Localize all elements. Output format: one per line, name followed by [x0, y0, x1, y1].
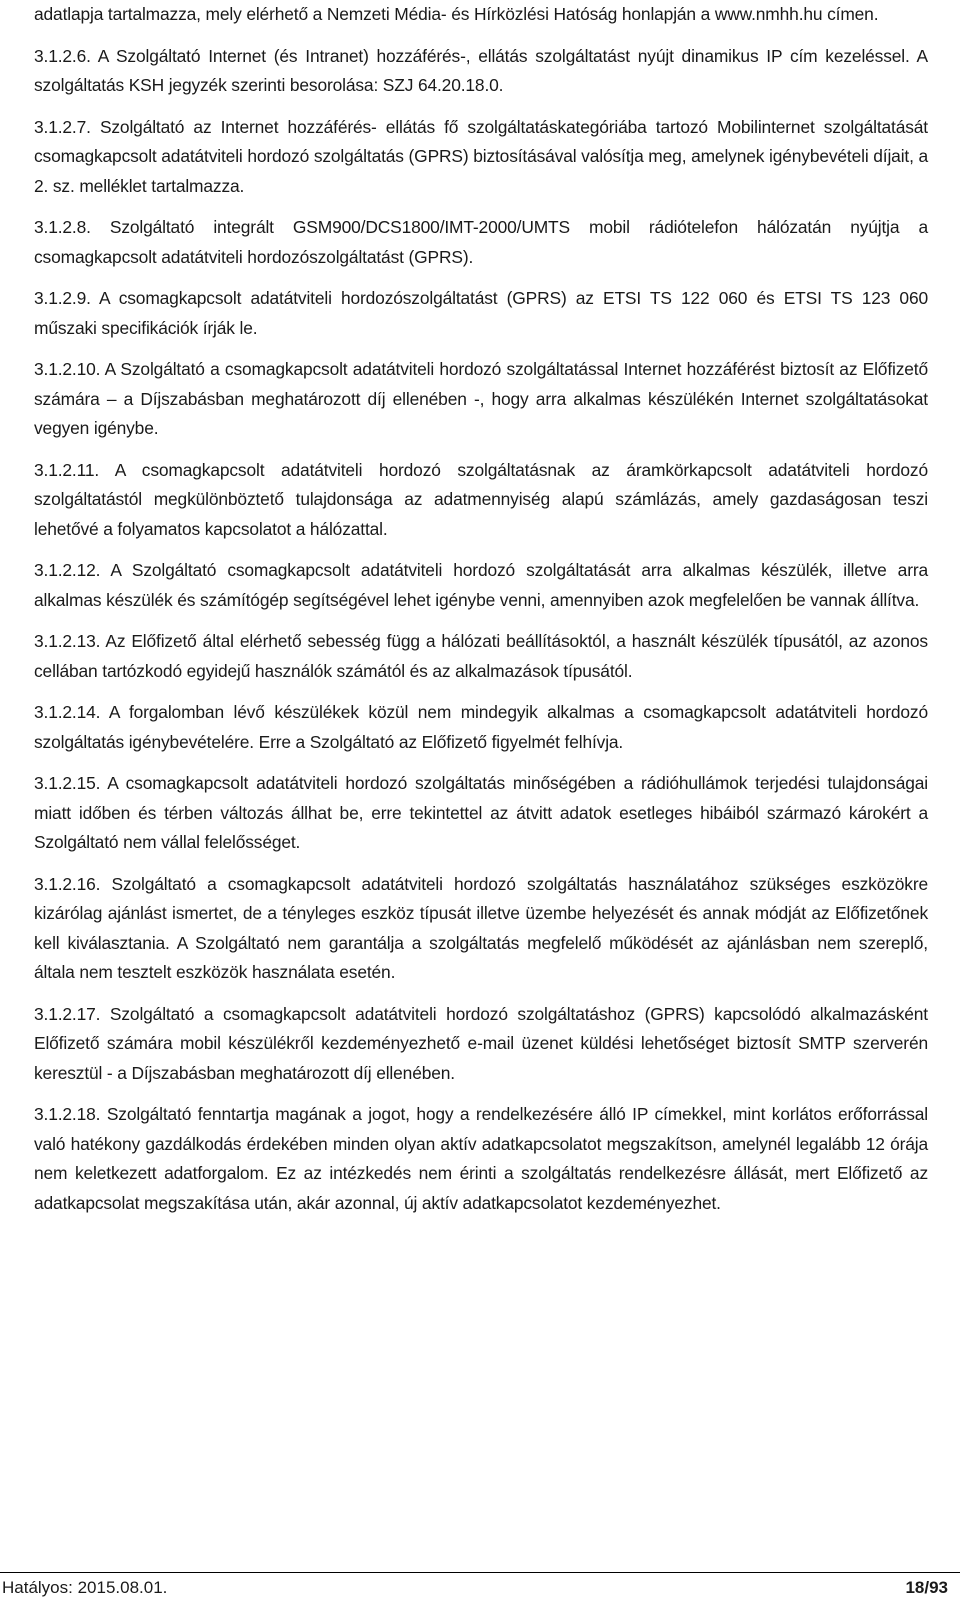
paragraph-3-1-2-16	[34, 870, 928, 988]
paragraph-text: A Szolgáltató csomagkapcsolt adatátviteli hordozó szolgáltatását arra alkalmas készülék, illetve arra alkalmas készülék és számítógép segítségével lehet igénybe venni, amennyiben azok megfelelően be vannak állítva.	[34, 560, 928, 610]
paragraph-text: adatlapja tartalmazza, mely elérhető a Nemzeti Média- és Hírközlési Hatóság honlapján a www.nmhh.hu címen.	[34, 4, 879, 24]
paragraph-3-1-2-14	[34, 698, 928, 757]
paragraph-text: Szolgáltató az Internet hozzáférés- ellátás fő szolgáltatáskategóriába tartozó Mobilinternet szolgáltatását csomagkapcsolt adatátviteli hordozó szolgáltatás (GPRS) biztosításával valósítja meg, amelynek igénybevételi díjait, a 2. sz. melléklet tartalmazza.	[34, 116, 928, 196]
paragraph-number: 3.1.2.15.	[34, 773, 101, 793]
paragraph-3-1-2-10	[34, 355, 928, 444]
paragraph-number: 3.1.2.13.	[34, 631, 101, 651]
paragraph-number: 3.1.2.18.	[34, 1104, 101, 1124]
paragraph-number: 3.1.2.8.	[34, 217, 91, 237]
paragraph-3-1-2-15	[34, 769, 928, 858]
paragraph-3-1-2-7	[34, 113, 928, 202]
paragraph-text: A Szolgáltató a csomagkapcsolt adatátviteli hordozó szolgáltatással Internet hozzáférést biztosít az Előfizető számára – a Díjszabásban meghatározott díj ellenében -, hogy arra alkalmas készülékén Internet szolgáltatásokat vegyen igénybe.	[34, 359, 928, 438]
paragraph-number: 3.1.2.7.	[34, 116, 91, 137]
paragraph-text: Szolgáltató a csomagkapcsolt adatátviteli hordozó szolgáltatáshoz (GPRS) kapcsolódó alkalmazásként Előfizető számára mobil készülékről kezdeményezhető e-mail üzenet küldési lehetőséget biztosít SMTP szerverén keresztül - a Díjszabásban meghatározott díj ellenében.	[34, 1003, 928, 1083]
paragraph-text: A Szolgáltató Internet (és Intranet) hozzáférés-, ellátás szolgáltatást nyújt dinamikus IP cím kezeléssel. A szolgáltatás KSH jegyzék szerinti besorolása: SZJ 64.20.18.0.	[34, 45, 928, 95]
paragraph-3-1-2-9	[34, 284, 928, 343]
footer-divider	[0, 1572, 960, 1573]
paragraph-3-1-2-12	[34, 556, 928, 615]
paragraph-intro	[34, 0, 928, 30]
paragraph-3-1-2-6	[34, 42, 928, 101]
paragraph-text: A forgalomban lévő készülékek közül nem mindegyik alkalmas a csomagkapcsolt adatátviteli hordozó szolgáltatás igénybevételére. Erre a Szolgáltató az Előfizető figyelmét felhívja.	[34, 702, 928, 752]
paragraph-3-1-2-11	[34, 456, 928, 545]
paragraph-number: 3.1.2.16.	[34, 873, 101, 894]
effective-date: Hatályos: 2015.08.01.	[2, 1578, 168, 1597]
paragraph-text: Szolgáltató a csomagkapcsolt adatátviteli hordozó szolgáltatás használatához szükséges eszközökre kizárólag ajánlást ismertet, de a tényleges eszköz típusát illetve üzembe helyezését és annak módját az Előfizetőnek kell kiválasztania. A Szolgáltató nem garantálja a szolgáltatás megfelelő működését az ajánlásban nem szereplő, általa nem tesztelt eszközök használata esetén.	[34, 873, 928, 982]
paragraph-text: Szolgáltató integrált GSM900/DCS1800/IMT-2000/UMTS mobil rádiótelefon hálózatán nyújtja a csomagkapcsolt adatátviteli hordozószolgáltatást (GPRS).	[34, 217, 928, 267]
paragraph-number: 3.1.2.10.	[34, 359, 101, 379]
page-footer	[0, 1572, 960, 1604]
paragraph-number: 3.1.2.12.	[34, 560, 101, 580]
paragraph-text: A csomagkapcsolt adatátviteli hordozó szolgáltatás minőségében a rádióhullámok terjedési tulajdonságai miatt időben és térben változás állhat be, erre tekintettel az átvitt adatok esetleges hibáiból származó károkért a Szolgáltató nem vállal felelősséget.	[34, 773, 928, 852]
page-number: 18/93	[905, 1578, 948, 1597]
paragraph-3-1-2-18	[34, 1100, 928, 1218]
paragraph-text: Szolgáltató fenntartja magának a jogot, hogy a rendelkezésére álló IP címekkel, mint korlátos erőforrással való hatékony gazdálkodás érdekében minden olyan aktív adatkapcsolatot megszakítson, amelynél legalább 12 órája nem keletkezett adatforgalom. Ez az intézkedés nem érinti a szolgáltatás rendelkezésre állását, mert Előfizető az adatkapcsolat megszakítása után, akár azonnal, új aktív adatkapcsolatot kezdeményezhet.	[34, 1104, 928, 1213]
paragraph-text: Az Előfizető által elérhető sebesség függ a hálózati beállításoktól, a használt készülék típusától, az azonos cellában tartózkodó egyidejű használók számától és az alkalmazások típusától.	[34, 631, 928, 681]
paragraph-3-1-2-8	[34, 213, 928, 272]
paragraph-number: 3.1.2.11.	[34, 459, 100, 480]
paragraph-text: A csomagkapcsolt adatátviteli hordozó szolgáltatásnak az áramkörkapcsolt adatátviteli hordozó szolgáltatástól megkülönböztető tulajdonsága az adatmennyiség alapú számlázás, amely gazdaságosan teszi lehetővé a folyamatos kapcsolatot a hálózattal.	[34, 459, 928, 539]
paragraph-number: 3.1.2.9.	[34, 288, 91, 308]
document-body	[34, 0, 928, 1230]
paragraph-3-1-2-17	[34, 1000, 928, 1089]
paragraph-3-1-2-13	[34, 627, 928, 686]
paragraph-text: A csomagkapcsolt adatátviteli hordozószolgáltatást (GPRS) az ETSI TS 122 060 és ETSI TS 123 060 műszaki specifikációk írják le.	[34, 288, 928, 338]
paragraph-number: 3.1.2.17.	[34, 1003, 101, 1024]
paragraph-number: 3.1.2.6.	[34, 45, 91, 66]
paragraph-number: 3.1.2.14.	[34, 702, 101, 722]
